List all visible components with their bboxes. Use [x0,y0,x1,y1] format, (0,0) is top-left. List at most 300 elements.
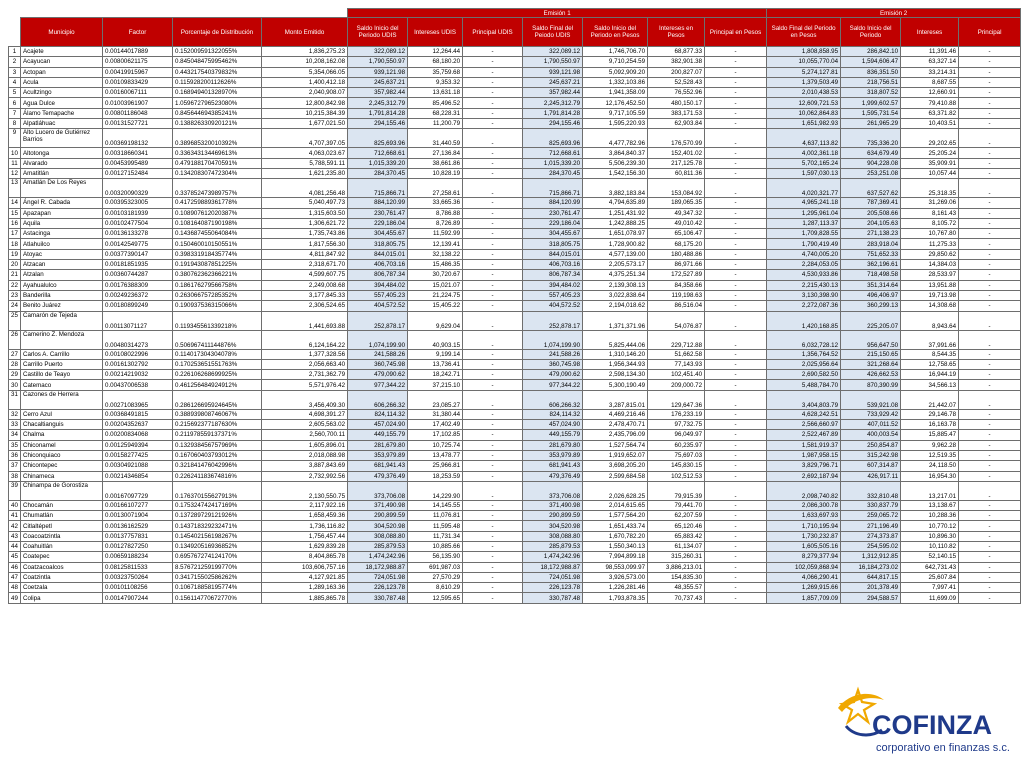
value-cell: 229,186.04 [348,218,408,228]
table-row [9,521,1021,531]
value-cell: - [463,349,523,359]
value-cell: 724,051.98 [348,572,408,582]
value-cell: 15,021.07 [408,280,463,290]
value-cell: 321,268.64 [841,359,901,369]
value-cell: 304,520.98 [523,521,583,531]
value-cell: 2,732,992.56 [262,471,348,481]
column-header: Principal [959,18,1021,47]
value-cell: 0.175324742417169% [173,500,262,510]
value-cell: - [959,208,1021,218]
table-row [9,583,1021,593]
value-cell: 102,512.53 [648,471,705,481]
value-cell: 3,926,573.00 [583,572,648,582]
row-number: 44 [9,541,21,551]
value-cell: - [959,77,1021,87]
value-cell: 0.00127152484 [103,168,173,178]
value-cell: - [463,461,523,471]
value-cell: 1,621,235.80 [262,168,348,178]
table-row [9,260,1021,270]
value-cell: 480,150.17 [648,98,705,108]
value-cell: - [959,179,1021,198]
table-row [9,239,1021,249]
value-cell: 37,991.66 [901,330,959,349]
value-cell: 956,647.50 [841,330,901,349]
value-cell: 0.00419915967 [103,67,173,77]
value-cell: 2,056,663.40 [262,359,348,369]
value-cell: 290,899.59 [348,511,408,521]
value-cell: 2,478,470.71 [583,420,648,430]
value-cell: 1,746,706.70 [583,47,648,57]
value-cell: 479,376.49 [523,471,583,481]
value-cell: 0.461256484924912% [173,380,262,390]
value-cell: 152,401.02 [648,148,705,158]
value-cell: - [959,260,1021,270]
value-cell: 252,878.17 [348,311,408,330]
value-cell: 10,767.80 [901,229,959,239]
value-cell: 2,098,740.82 [767,481,841,500]
value-cell: - [959,229,1021,239]
value-cell: - [463,593,523,603]
table-row [9,158,1021,168]
value-cell: 18,172,988.87 [348,562,408,572]
value-cell: 2,692,187.94 [767,471,841,481]
column-header: Municipio [21,18,103,47]
value-cell: 0.00103181939 [103,208,173,218]
value-cell: 35,759.68 [408,67,463,77]
value-cell: 10,403.51 [901,119,959,129]
value-cell: 557,405.23 [523,290,583,300]
value-cell: 0.00160067111 [103,88,173,98]
value-cell: 977,344.22 [348,380,408,390]
value-cell: 1,677,021.50 [262,119,348,129]
value-cell: 1,420,168.85 [767,311,841,330]
value-cell: - [463,481,523,500]
table-row [9,420,1021,430]
value-cell: - [705,420,767,430]
value-cell: - [705,531,767,541]
value-cell: 32,138.22 [408,249,463,259]
municipio-cell: Apazapan [21,208,103,218]
value-cell: 10,055,770.04 [767,57,841,67]
row-number: 29 [9,370,21,380]
value-cell: 31,380.44 [408,409,463,419]
value-cell: - [959,88,1021,98]
column-header: Factor [103,18,173,47]
row-number: 46 [9,562,21,572]
value-cell: 102,059,868.94 [767,562,841,572]
row-number: 35 [9,440,21,450]
value-cell: 718,498.58 [841,270,901,280]
value-cell: 0.114017304304078% [173,349,262,359]
value-cell: 52,528.43 [648,77,705,87]
value-cell: 285,879.53 [523,541,583,551]
value-cell: 253,251.08 [841,168,901,178]
value-cell: 1,379,503.49 [767,77,841,87]
value-cell: - [959,349,1021,359]
value-cell: 119,198.63 [648,290,705,300]
value-cell: 1,651,982.93 [767,119,841,129]
value-cell: 0.108907612020387% [173,208,262,218]
value-cell: 4,530,933.86 [767,270,841,280]
table-row [9,541,1021,551]
value-cell: 0.08125811533 [103,562,173,572]
value-cell: 5,825,444.06 [583,330,648,349]
table-row [9,280,1021,290]
value-cell: - [463,249,523,259]
municipio-cell: Benito Juárez [21,301,103,311]
value-cell: - [463,511,523,521]
table-row [9,511,1021,521]
value-cell: 0.134208307472304% [173,168,262,178]
value-cell: - [959,511,1021,521]
table-row [9,481,1021,500]
value-cell: - [705,218,767,228]
municipio-cell: Altotonga [21,148,103,158]
value-cell: 0.00323750264 [103,572,173,582]
value-cell: 457,024.90 [348,420,408,430]
value-cell: 4,637,113.82 [767,129,841,148]
value-cell: 21,442.07 [901,390,959,409]
value-cell: - [705,229,767,239]
value-cell: - [959,129,1021,148]
value-cell: 226,123.78 [523,583,583,593]
value-cell: 357,982.44 [348,88,408,98]
table-row [9,88,1021,98]
row-number: 39 [9,481,21,500]
value-cell: 2,306,524.65 [262,301,348,311]
value-cell: - [463,290,523,300]
value-cell: 0.00131527721 [103,119,173,129]
value-cell: - [959,311,1021,330]
value-cell: 14,229.90 [408,481,463,500]
value-cell: 315,242.98 [841,450,901,460]
value-cell: - [463,380,523,390]
row-number: 32 [9,409,21,419]
value-cell: 13,736.41 [408,359,463,369]
value-cell: 1,269,915.66 [767,583,841,593]
value-cell: - [959,500,1021,510]
value-cell: 2,249,008.68 [262,280,348,290]
value-cell: 79,915.39 [648,481,705,500]
value-cell: 870,390.99 [841,380,901,390]
value-cell: 844,015.01 [523,249,583,259]
value-cell: 0.00109833429 [103,77,173,87]
value-cell: 0.388939808746067% [173,409,262,419]
value-cell: 4,577,139.00 [583,249,648,259]
value-cell: 715,866.71 [523,179,583,198]
value-cell: - [463,88,523,98]
value-cell: - [705,77,767,87]
value-cell: 0.398331918435774% [173,249,262,259]
value-cell: 539,921.08 [841,390,901,409]
value-cell: 103,606,757.16 [262,562,348,572]
value-cell: - [463,280,523,290]
value-cell: 8,161.43 [901,208,959,218]
value-cell: - [705,461,767,471]
value-cell: - [463,359,523,369]
table-row [9,249,1021,259]
value-cell: - [463,409,523,419]
value-cell: 3,864,840.37 [583,148,648,158]
value-cell: 3,886,213.01 [648,562,705,572]
value-cell: 0.108164087190198% [173,218,262,228]
row-number: 8 [9,119,21,129]
municipio-cell: Alpatláhuac [21,119,103,129]
value-cell: 1,295,961.04 [767,208,841,218]
value-cell: 0.00377390147 [103,249,173,259]
value-cell: 0.337852473989757% [173,179,262,198]
value-cell: 5,506,239.30 [583,158,648,168]
value-cell: 290,899.59 [523,511,583,521]
value-cell: 54,076.87 [648,311,705,330]
value-cell: - [959,301,1021,311]
table-row [9,47,1021,57]
column-header: Saldo Final del Periodo en Pesos [767,18,841,47]
value-cell: 65,106.47 [648,229,705,239]
value-cell: 479,090.62 [523,370,583,380]
value-cell: 271,196.49 [841,521,901,531]
column-header: Porcentaje de Distribución [173,18,262,47]
value-cell: 642,731.43 [901,562,959,572]
table-row [9,500,1021,510]
row-number: 37 [9,461,21,471]
value-cell: 2,598,134.30 [583,370,648,380]
municipio-cell: Chinampa de Gorostiza [21,481,103,500]
value-cell: 806,787.34 [523,270,583,280]
value-cell: - [463,239,523,249]
value-cell: 383,171.53 [648,108,705,118]
value-cell: 3,130,398.90 [767,290,841,300]
value-cell: 0.186176279566758% [173,280,262,290]
value-cell: 3,287,815.01 [583,390,648,409]
value-cell: 11,275.33 [901,239,959,249]
value-cell: 40,903.15 [408,330,463,349]
value-cell: 1,793,878.35 [583,593,648,603]
value-cell: 8,726.89 [408,218,463,228]
municipio-cell: Citlaltépetl [21,521,103,531]
value-cell: 330,837.79 [841,500,901,510]
value-cell: 449,155.79 [523,430,583,440]
value-cell: 1,542,156.30 [583,168,648,178]
table-row [9,129,1021,148]
value-cell: 2,245,312.79 [348,98,408,108]
value-cell: 1,790,550.97 [523,57,583,67]
value-cell: 0.143687455064084% [173,229,262,239]
municipio-cell: Chumatlán [21,511,103,521]
value-cell: 353,979.89 [348,450,408,460]
value-cell: 8,610.29 [408,583,463,593]
value-cell: 1,919,652.07 [583,450,648,460]
value-cell: 1,735,743.86 [262,229,348,239]
municipio-cell: Coahuitlán [21,541,103,551]
value-cell: 2,560,700.11 [262,430,348,440]
value-cell: - [705,108,767,118]
value-cell: - [463,229,523,239]
value-cell: 0.321841476042996% [173,461,262,471]
value-cell: 1,857,709.09 [767,593,841,603]
value-cell: 0.00101108256 [103,583,173,593]
value-cell: - [463,552,523,562]
value-cell: - [463,168,523,178]
value-cell: 11,076.81 [408,511,463,521]
value-cell: - [463,521,523,531]
value-cell: 1,710,195.94 [767,521,841,531]
value-cell: 68,877.33 [648,47,705,57]
value-cell: 1,251,431.92 [583,208,648,218]
value-cell: - [959,380,1021,390]
value-cell: - [463,583,523,593]
value-cell: 1,730,232.87 [767,531,841,541]
value-cell: - [705,98,767,108]
value-cell: 0.00271083965 [103,390,173,409]
value-cell: 332,810.48 [841,481,901,500]
value-cell: 1,074,199.90 [523,330,583,349]
value-cell: 825,693.96 [523,129,583,148]
value-cell: 2,215,430.13 [767,280,841,290]
value-cell: 404,572.52 [523,301,583,311]
value-cell: 304,455.67 [523,229,583,239]
value-cell: 60,811.36 [648,168,705,178]
value-cell: - [959,370,1021,380]
value-cell: 209,000.72 [648,380,705,390]
value-cell: 1,581,919.37 [767,440,841,450]
table-row [9,330,1021,349]
value-cell: 4,965,241.18 [767,198,841,208]
value-cell: - [463,47,523,57]
value-cell: 318,807.52 [841,88,901,98]
value-cell: 318,805.75 [348,239,408,249]
value-cell: - [959,47,1021,57]
value-cell: 19,713.98 [901,290,959,300]
value-cell: 382,901.38 [648,57,705,67]
municipio-cell: Colipa [21,593,103,603]
value-cell: 360,745.98 [348,359,408,369]
value-cell: 229,712.88 [648,330,705,349]
value-cell: 12,595.65 [408,593,463,603]
table-row [9,450,1021,460]
value-cell: 9,710,254.59 [583,57,648,67]
value-cell: 806,787.34 [348,270,408,280]
row-number: 31 [9,390,21,409]
value-cell: 0.00136133278 [103,229,173,239]
value-cell: 1,356,764.52 [767,349,841,359]
value-cell: 9,629.04 [408,311,463,330]
value-cell: - [705,481,767,500]
value-cell: 0.00161302792 [103,359,173,369]
value-cell: 1,956,344.93 [583,359,648,369]
value-cell: 1,306,621.72 [262,218,348,228]
value-cell: 1,605,896.01 [262,440,348,450]
value-cell: 691,987.03 [408,562,463,572]
value-cell: 35,909.91 [901,158,959,168]
value-cell: 10,057.44 [901,168,959,178]
table-row [9,430,1021,440]
value-cell: - [959,461,1021,471]
value-cell: 4,698,391.27 [262,409,348,419]
municipio-cell: Cazones de Herrera [21,390,103,409]
value-cell: - [705,260,767,270]
value-cell: 16,954.30 [901,471,959,481]
value-cell: 2,245,312.79 [523,98,583,108]
value-cell: 11,592.99 [408,229,463,239]
value-cell: 29,146.78 [901,409,959,419]
value-cell: 0.106718858195774% [173,583,262,593]
value-cell: - [705,239,767,249]
value-cell: 1,015,339.20 [348,158,408,168]
value-cell: 85,496.52 [408,98,463,108]
table-row [9,270,1021,280]
value-cell: 4,066,290.41 [767,572,841,582]
table-row [9,471,1021,481]
table-row [9,440,1021,450]
value-cell: 3,887,843.69 [262,461,348,471]
value-cell: - [463,500,523,510]
row-number: 33 [9,420,21,430]
value-cell: - [463,57,523,67]
value-cell: 0.380762362366221% [173,270,262,280]
value-cell: 1,629,839.28 [262,541,348,551]
value-cell: - [705,249,767,259]
row-number: 18 [9,239,21,249]
value-cell: 27,570.29 [408,572,463,582]
value-cell: 394,484.02 [348,280,408,290]
row-number: 19 [9,249,21,259]
row-number: 34 [9,430,21,440]
value-cell: 24,118.50 [901,461,959,471]
value-cell: 245,637.21 [348,77,408,87]
value-cell: - [705,552,767,562]
value-cell: 496,406.97 [841,290,901,300]
value-cell: - [959,168,1021,178]
value-cell: 281,679.80 [523,440,583,450]
value-cell: 0.00453995489 [103,158,173,168]
value-cell: - [463,148,523,158]
value-cell: 2,194,018.62 [583,301,648,311]
value-cell: 5,571,976.42 [262,380,348,390]
value-cell: 400,003.54 [841,430,901,440]
value-cell: 315,260.31 [648,552,705,562]
value-cell: 18,253.59 [408,471,463,481]
value-cell: 360,745.98 [523,359,583,369]
value-cell: 1,015,339.20 [523,158,583,168]
table-row [9,593,1021,603]
municipio-cell: Chinameca [21,471,103,481]
value-cell: 3,022,838.64 [583,290,648,300]
value-cell: 180,488.86 [648,249,705,259]
value-cell: 1,441,693.88 [262,311,348,330]
value-cell: 2,025,956.64 [767,359,841,369]
municipio-cell: Ayahualulco [21,280,103,290]
value-cell: 0.01003961907 [103,98,173,108]
value-cell: - [705,370,767,380]
municipio-cell: Álamo Temapache [21,108,103,118]
value-cell: - [959,57,1021,67]
value-cell: - [463,129,523,148]
value-cell: - [463,562,523,572]
table-row [9,98,1021,108]
value-cell: - [463,330,523,349]
value-cell: 5,354,066.05 [262,67,348,77]
value-cell: 0.00320090329 [103,179,173,198]
value-cell: 394,484.02 [523,280,583,290]
column-header: Saldo Inicio del Periodo UDIS [348,18,408,47]
table-row [9,218,1021,228]
value-cell: - [959,359,1021,369]
value-cell: 1,074,199.90 [348,330,408,349]
value-cell: 0.119345561339218% [173,311,262,330]
value-cell: 205,508.66 [841,208,901,218]
value-cell: 8,786.88 [408,208,463,218]
